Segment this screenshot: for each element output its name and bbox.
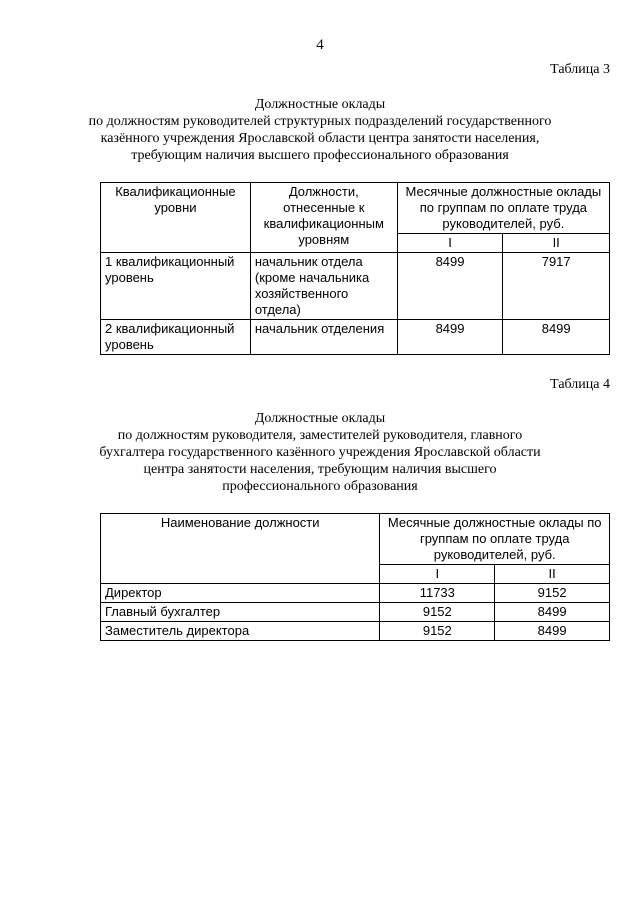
table3-caption-line: требующим наличия высшего профессионального образования [131, 148, 509, 163]
table4-cell-g1: 11733 [380, 584, 495, 603]
table3-caption-line: Должностные оклады [254, 97, 386, 112]
table4-cell-g2: 9152 [495, 584, 610, 603]
table3-header-positions: Должности, отнесенные к квалификационным уровням [250, 183, 397, 253]
table4-cell-g1: 9152 [380, 603, 495, 622]
table4-caption-line: Должностные оклады [254, 411, 386, 426]
table3-cell-g2: 8499 [503, 320, 610, 355]
table3-cell-position: начальник отдела (кроме начальника хозяйственного отдела) [250, 253, 397, 320]
table4-cell-g2: 8499 [495, 603, 610, 622]
table3-label: Таблица 3 [550, 62, 610, 77]
table4-header-group-2: II [495, 565, 610, 584]
table4-cell-g2: 8499 [495, 622, 610, 641]
table4 [100, 513, 610, 641]
table4-caption-line: центра занятости населения, требующим наличия высшего [143, 462, 497, 477]
table-row [101, 603, 610, 622]
table3-header-group-2: II [503, 234, 610, 253]
table3 [100, 182, 610, 355]
table4-label: Таблица 4 [550, 377, 610, 392]
table3-header-salaries: Месячные должностные оклады по группам по оплате труда руководителей, руб. [397, 183, 609, 234]
table4-caption-line: бухгалтера государственного казённого учреждения Ярославской области [99, 445, 541, 460]
table3-cell-g1: 8499 [397, 253, 503, 320]
table4-caption [0, 410, 640, 495]
table3-cell-g2: 7917 [503, 253, 610, 320]
table-row [101, 253, 610, 320]
table4-cell-name: Заместитель директора [101, 622, 380, 641]
table4-header-salaries: Месячные должностные оклады по группам по оплате труда руководителей, руб. [380, 514, 610, 565]
table3-caption-line: по должностям руководителей структурных подразделений государственного [88, 114, 552, 129]
table3-cell-g1: 8499 [397, 320, 503, 355]
table4-header-name: Наименование должности [101, 514, 380, 584]
page-number: 4 [316, 37, 324, 53]
table4-cell-name: Главный бухгалтер [101, 603, 380, 622]
table3-header-levels: Квалификационные уровни [101, 183, 251, 253]
table3-cell-level: 1 квалификационный уровень [101, 253, 251, 320]
table3-caption-line: казённого учреждения Ярославской области центра занятости населения, [100, 131, 540, 146]
table3-header-group-1: I [397, 234, 503, 253]
table4-cell-g1: 9152 [380, 622, 495, 641]
table-row [101, 320, 610, 355]
table3-cell-level: 2 квалификационный уровень [101, 320, 251, 355]
table3-caption [0, 96, 640, 164]
table4-cell-name: Директор [101, 584, 380, 603]
table-row [101, 622, 610, 641]
table4-caption-line: профессионального образования [222, 479, 418, 494]
table3-cell-position: начальник отделения [250, 320, 397, 355]
table-row [101, 584, 610, 603]
table4-caption-line: по должностям руководителя, заместителей руководителя, главного [117, 428, 523, 443]
table4-header-group-1: I [380, 565, 495, 584]
